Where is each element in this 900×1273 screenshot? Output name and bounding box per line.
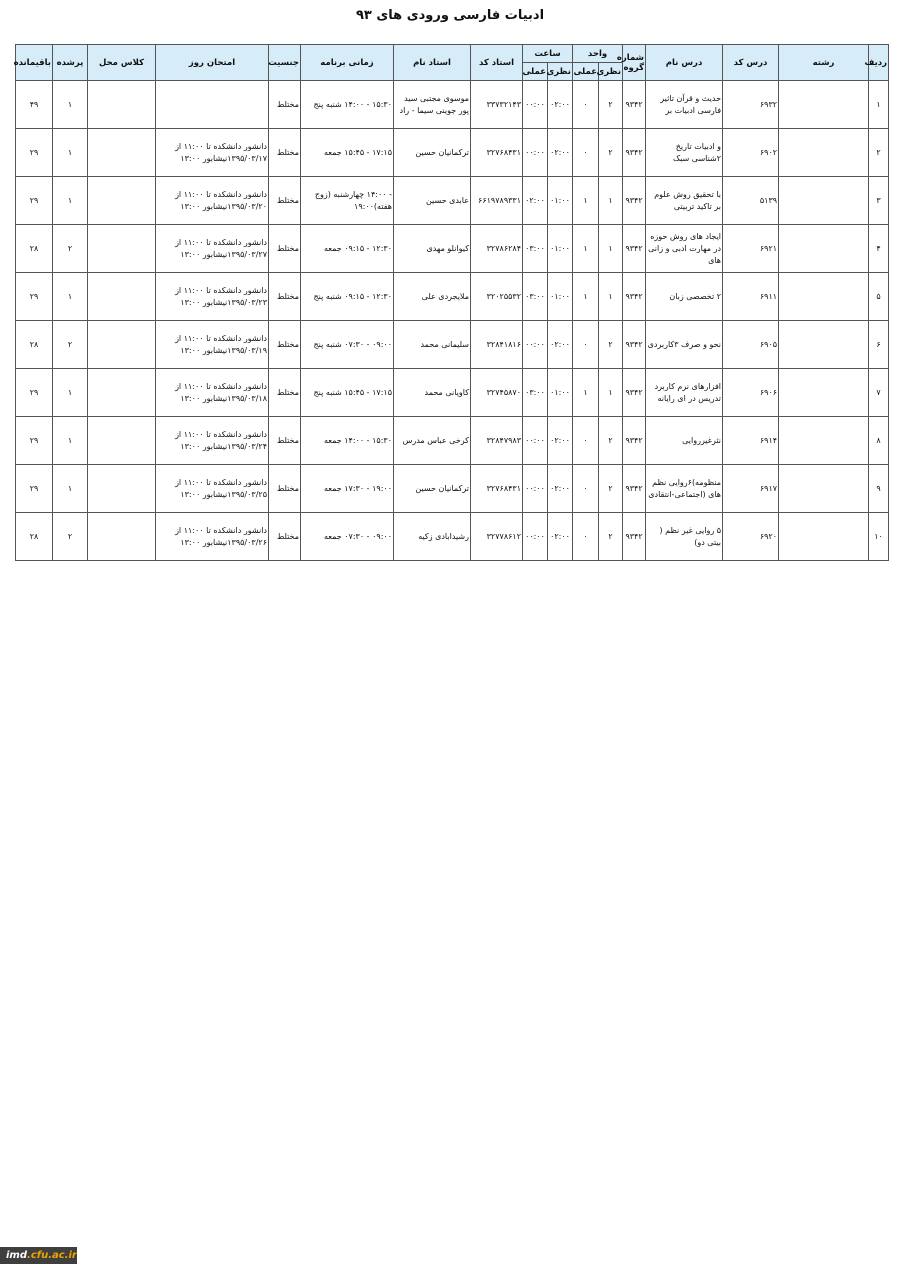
header-vahed-amali: عملی bbox=[573, 63, 599, 81]
cell-vahed-nazari: ۱ bbox=[599, 369, 623, 417]
cell-baghimande: ۲۹ bbox=[16, 273, 53, 321]
header-porshode: پرشده bbox=[53, 45, 88, 81]
cell-group: ۹۳۴۲ bbox=[623, 513, 646, 561]
cell-reshte bbox=[779, 273, 869, 321]
header-vahed: واحد bbox=[573, 45, 623, 63]
cell-radif: ۸ bbox=[869, 417, 889, 465]
table-row bbox=[16, 369, 889, 417]
cell-ostad-name: ملایجردی علی bbox=[394, 273, 471, 321]
header-barname: زمانی برنامه bbox=[301, 45, 394, 81]
cell-barname: ۱۵:۳۰ - ۱۴:۰۰ جمعه bbox=[301, 417, 394, 465]
cell-jensiat: مختلط bbox=[269, 465, 301, 513]
cell-emtehan: دانشور دانشکده تا ۱۱:۰۰ از ۱۳۹۵/۰۳/۲۵نیشابور ۱۳:۰۰ bbox=[156, 465, 269, 513]
header-ostad-name: استاد نام bbox=[394, 45, 471, 81]
cell-barname: ۱۵:۳۰ - ۱۴:۰۰ شنبه پنج bbox=[301, 81, 394, 129]
cell-vahed-amali: ۰ bbox=[573, 513, 599, 561]
header-vahed-nazari: نظری bbox=[599, 63, 623, 81]
cell-barname: ۰۹:۰۰ - ۰۷:۳۰ جمعه bbox=[301, 513, 394, 561]
cell-radif: ۴ bbox=[869, 225, 889, 273]
cell-radif: ۹ bbox=[869, 465, 889, 513]
cell-dars-name: نحو و صرف ۳کاربردی bbox=[646, 321, 723, 369]
cell-dars-code: ۶۹۱۷ bbox=[723, 465, 779, 513]
cell-dars-code: ۶۹۱۱ bbox=[723, 273, 779, 321]
cell-jensiat: مختلط bbox=[269, 321, 301, 369]
cell-vahed-nazari: ۲ bbox=[599, 321, 623, 369]
cell-dars-code: ۶۹۳۲ bbox=[723, 81, 779, 129]
cell-porshode: ۲ bbox=[53, 513, 88, 561]
cell-ostad-name: موسوی مجتبی سید پور جوینی سیما - راد bbox=[394, 81, 471, 129]
cell-dars-code: ۶۹۲۰ bbox=[723, 513, 779, 561]
cell-emtehan: دانشور دانشکده تا ۱۱:۰۰ از ۱۳۹۵/۰۳/۱۷نیشابور ۱۳:۰۰ bbox=[156, 129, 269, 177]
cell-group: ۹۳۴۲ bbox=[623, 177, 646, 225]
cell-group: ۹۳۴۲ bbox=[623, 273, 646, 321]
cell-emtehan: دانشور دانشکده تا ۱۱:۰۰ از ۱۳۹۵/۰۳/۲۳نیشابور ۱۳:۰۰ bbox=[156, 273, 269, 321]
cell-barname: ۱۹:۰۰ - ۱۷:۳۰ جمعه bbox=[301, 465, 394, 513]
cell-reshte bbox=[779, 417, 869, 465]
cell-vahed-amali: ۱ bbox=[573, 369, 599, 417]
cell-emtehan: دانشور دانشکده تا ۱۱:۰۰ از ۱۳۹۵/۰۳/۲۷نیشابور ۱۳:۰۰ bbox=[156, 225, 269, 273]
cell-baghimande: ۲۹ bbox=[16, 129, 53, 177]
table-row bbox=[16, 129, 889, 177]
cell-dars-code: ۶۹۰۲ bbox=[723, 129, 779, 177]
cell-dars-code: ۶۹۲۱ bbox=[723, 225, 779, 273]
cell-reshte bbox=[779, 321, 869, 369]
cell-vahed-amali: ۱ bbox=[573, 225, 599, 273]
header-radif: ردیف bbox=[869, 45, 889, 81]
table-row bbox=[16, 81, 889, 129]
cell-porshode: ۱ bbox=[53, 81, 88, 129]
cell-dars-code: ۶۹۰۵ bbox=[723, 321, 779, 369]
cell-barname: ۱۷:۱۵ - ۱۵:۴۵ شنبه پنج bbox=[301, 369, 394, 417]
page-title: ادبیات فارسی ورودی های ۹۳ bbox=[355, 8, 545, 23]
cell-barname: ۱۲:۳۰ - ۰۹:۱۵ شنبه پنج bbox=[301, 273, 394, 321]
cell-group: ۹۳۴۲ bbox=[623, 225, 646, 273]
cell-saat-amali: ۰۳:۰۰ bbox=[523, 369, 548, 417]
cell-porshode: ۲ bbox=[53, 225, 88, 273]
cell-radif: ۱۰ bbox=[869, 513, 889, 561]
cell-baghimande: ۲۹ bbox=[16, 177, 53, 225]
cell-dars-name: با تحقیق روش علوم بر تاکید تربیتی bbox=[646, 177, 723, 225]
cell-vahed-amali: ۰ bbox=[573, 81, 599, 129]
cell-ostad-code: ۳۲۷۷۸۶۱۲ bbox=[471, 513, 523, 561]
cell-emtehan: دانشور دانشکده تا ۱۱:۰۰ از ۱۳۹۵/۰۳/۱۹نیشابور ۱۳:۰۰ bbox=[156, 321, 269, 369]
header-class-mahal: کلاس محل bbox=[88, 45, 156, 81]
cell-dars-name: حدیث و قرآن تاثیر فارسی ادبیات بر bbox=[646, 81, 723, 129]
cell-barname: ۰۹:۰۰ - ۰۷:۳۰ شنبه پنج bbox=[301, 321, 394, 369]
header-group-no: شماره گروه bbox=[623, 45, 646, 81]
cell-porshode: ۱ bbox=[53, 273, 88, 321]
cell-vahed-nazari: ۲ bbox=[599, 129, 623, 177]
cell-reshte bbox=[779, 129, 869, 177]
cell-vahed-amali: ۱ bbox=[573, 273, 599, 321]
header-baghimande: باقیمانده bbox=[16, 45, 53, 81]
cell-saat-amali: ۰۳:۰۰ bbox=[523, 273, 548, 321]
header-reshte: رشته bbox=[779, 45, 869, 81]
cell-jensiat: مختلط bbox=[269, 273, 301, 321]
table-row bbox=[16, 465, 889, 513]
table-row bbox=[16, 225, 889, 273]
cell-porshode: ۱ bbox=[53, 369, 88, 417]
cell-class-mahal bbox=[88, 465, 156, 513]
cell-saat-nazari: ۰۲:۰۰ bbox=[548, 513, 573, 561]
cell-baghimande: ۲۹ bbox=[16, 465, 53, 513]
cell-reshte bbox=[779, 465, 869, 513]
cell-jensiat: مختلط bbox=[269, 81, 301, 129]
cell-saat-amali: ۰۰:۰۰ bbox=[523, 513, 548, 561]
cell-baghimande: ۲۸ bbox=[16, 321, 53, 369]
cell-porshode: ۱ bbox=[53, 177, 88, 225]
cell-ostad-name: عابدی حسین bbox=[394, 177, 471, 225]
cell-group: ۹۳۴۲ bbox=[623, 321, 646, 369]
cell-jensiat: مختلط bbox=[269, 369, 301, 417]
cell-radif: ۵ bbox=[869, 273, 889, 321]
cell-jensiat: مختلط bbox=[269, 129, 301, 177]
cell-dars-name: ۵ روایی غیر نظم ( بیتی دو) bbox=[646, 513, 723, 561]
logo-text-domain: .cfu.ac.ir bbox=[27, 1250, 77, 1261]
cell-jensiat: مختلط bbox=[269, 417, 301, 465]
cell-class-mahal bbox=[88, 81, 156, 129]
cell-dars-name: ۲ تخصصی زبان bbox=[646, 273, 723, 321]
cell-dars-name: افزارهای نرم کاربرد تدریس در ای رایانه bbox=[646, 369, 723, 417]
cell-group: ۹۳۴۲ bbox=[623, 465, 646, 513]
cell-barname: ۱۲:۳۰ - ۰۹:۱۵ جمعه bbox=[301, 225, 394, 273]
header-dars-name: درس نام bbox=[646, 45, 723, 81]
cell-class-mahal bbox=[88, 513, 156, 561]
cell-dars-code: ۵۱۳۹ bbox=[723, 177, 779, 225]
cell-radif: ۳ bbox=[869, 177, 889, 225]
cell-baghimande: ۲۹ bbox=[16, 369, 53, 417]
cell-ostad-code: ۳۲۷۶۸۴۳۱ bbox=[471, 465, 523, 513]
cell-ostad-code: ۳۲۸۴۷۹۸۳ bbox=[471, 417, 523, 465]
cell-ostad-name: رشیدابادی زکیه bbox=[394, 513, 471, 561]
cell-dars-code: ۶۹۰۶ bbox=[723, 369, 779, 417]
site-logo bbox=[0, 1247, 77, 1264]
cell-ostad-code: ۳۲۰۲۵۵۳۲ bbox=[471, 273, 523, 321]
cell-ostad-name: کیوانلو مهدی bbox=[394, 225, 471, 273]
cell-ostad-name: سلیمانی محمد bbox=[394, 321, 471, 369]
cell-ostad-name: ترکمانیان حسین bbox=[394, 129, 471, 177]
cell-vahed-nazari: ۱ bbox=[599, 177, 623, 225]
cell-emtehan: دانشور دانشکده تا ۱۱:۰۰ از ۱۳۹۵/۰۳/۲۴نیشابور ۱۳:۰۰ bbox=[156, 417, 269, 465]
cell-ostad-code: ۳۲۸۴۱۸۱۶ bbox=[471, 321, 523, 369]
cell-emtehan: دانشور دانشکده تا ۱۱:۰۰ از ۱۳۹۵/۰۳/۲۰نیشابور ۱۳:۰۰ bbox=[156, 177, 269, 225]
cell-vahed-nazari: ۱ bbox=[599, 225, 623, 273]
cell-radif: ۱ bbox=[869, 81, 889, 129]
cell-radif: ۷ bbox=[869, 369, 889, 417]
cell-class-mahal bbox=[88, 321, 156, 369]
cell-emtehan bbox=[156, 81, 269, 129]
cell-dars-name: ایجاد های روش حوزه در مهارت ادبی و زانی های bbox=[646, 225, 723, 273]
cell-ostad-code: ۳۲۷۶۸۴۳۱ bbox=[471, 129, 523, 177]
cell-radif: ۲ bbox=[869, 129, 889, 177]
cell-vahed-nazari: ۲ bbox=[599, 513, 623, 561]
cell-baghimande: ۲۸ bbox=[16, 513, 53, 561]
cell-saat-nazari: ۰۲:۰۰ bbox=[548, 465, 573, 513]
header-row-1 bbox=[16, 45, 889, 63]
cell-saat-amali: ۰۰:۰۰ bbox=[523, 129, 548, 177]
cell-saat-nazari: ۰۱:۰۰ bbox=[548, 369, 573, 417]
cell-reshte bbox=[779, 225, 869, 273]
header-saat-nazari: نظری bbox=[548, 63, 573, 81]
cell-reshte bbox=[779, 177, 869, 225]
cell-vahed-nazari: ۲ bbox=[599, 465, 623, 513]
cell-vahed-amali: ۱ bbox=[573, 177, 599, 225]
cell-reshte bbox=[779, 513, 869, 561]
header-dars-code: درس کد bbox=[723, 45, 779, 81]
cell-emtehan: دانشور دانشکده تا ۱۱:۰۰ از ۱۳۹۵/۰۳/۱۸نیشابور ۱۳:۰۰ bbox=[156, 369, 269, 417]
cell-group: ۹۳۴۲ bbox=[623, 417, 646, 465]
cell-porshode: ۱ bbox=[53, 417, 88, 465]
table-row bbox=[16, 321, 889, 369]
cell-vahed-amali: ۰ bbox=[573, 417, 599, 465]
cell-ostad-code: ۳۲۷۴۵۸۷۰ bbox=[471, 369, 523, 417]
table-row bbox=[16, 177, 889, 225]
cell-radif: ۶ bbox=[869, 321, 889, 369]
cell-group: ۹۳۴۲ bbox=[623, 81, 646, 129]
cell-saat-nazari: ۰۲:۰۰ bbox=[548, 417, 573, 465]
cell-baghimande: ۴۹ bbox=[16, 81, 53, 129]
cell-class-mahal bbox=[88, 225, 156, 273]
cell-jensiat: مختلط bbox=[269, 225, 301, 273]
cell-barname: - ۱۴:۰۰ چهارشنبه (زوج هفته)۱۹:۰۰ bbox=[301, 177, 394, 225]
cell-class-mahal bbox=[88, 369, 156, 417]
cell-baghimande: ۲۸ bbox=[16, 225, 53, 273]
cell-class-mahal bbox=[88, 129, 156, 177]
header-ostad-code: استاد کد bbox=[471, 45, 523, 81]
cell-emtehan: دانشور دانشکده تا ۱۱:۰۰ از ۱۳۹۵/۰۳/۲۶نیشابور ۱۳:۰۰ bbox=[156, 513, 269, 561]
cell-ostad-name: کاویانی محمد bbox=[394, 369, 471, 417]
cell-jensiat: مختلط bbox=[269, 513, 301, 561]
course-table bbox=[15, 44, 889, 561]
cell-class-mahal bbox=[88, 417, 156, 465]
cell-group: ۹۳۴۲ bbox=[623, 129, 646, 177]
header-saat: ساعت bbox=[523, 45, 573, 63]
cell-saat-nazari: ۰۲:۰۰ bbox=[548, 81, 573, 129]
cell-barname: ۱۷:۱۵ - ۱۵:۴۵ جمعه bbox=[301, 129, 394, 177]
cell-reshte bbox=[779, 369, 869, 417]
table-row bbox=[16, 417, 889, 465]
cell-baghimande: ۲۹ bbox=[16, 417, 53, 465]
header-saat-amali: عملی bbox=[523, 63, 548, 81]
cell-dars-code: ۶۹۱۴ bbox=[723, 417, 779, 465]
cell-ostad-code: ۳۲۷۸۶۲۸۴ bbox=[471, 225, 523, 273]
cell-saat-amali: ۰۳:۰۰ bbox=[523, 225, 548, 273]
cell-vahed-nazari: ۲ bbox=[599, 81, 623, 129]
cell-vahed-amali: ۰ bbox=[573, 129, 599, 177]
cell-group: ۹۳۴۲ bbox=[623, 369, 646, 417]
cell-saat-amali: ۰۰:۰۰ bbox=[523, 81, 548, 129]
cell-saat-nazari: ۰۲:۰۰ bbox=[548, 321, 573, 369]
cell-saat-amali: ۰۰:۰۰ bbox=[523, 465, 548, 513]
course-table-wrapper bbox=[15, 44, 888, 561]
cell-porshode: ۱ bbox=[53, 465, 88, 513]
cell-vahed-amali: ۰ bbox=[573, 321, 599, 369]
cell-reshte bbox=[779, 81, 869, 129]
cell-class-mahal bbox=[88, 177, 156, 225]
cell-vahed-amali: ۰ bbox=[573, 465, 599, 513]
cell-jensiat: مختلط bbox=[269, 177, 301, 225]
cell-saat-nazari: ۰۲:۰۰ bbox=[548, 129, 573, 177]
cell-saat-nazari: ۰۱:۰۰ bbox=[548, 177, 573, 225]
cell-dars-name: و ادبیات تاریخ ۲شناسی سبک bbox=[646, 129, 723, 177]
cell-saat-amali: ۰۰:۰۰ bbox=[523, 321, 548, 369]
header-emtehan: امتحان روز bbox=[156, 45, 269, 81]
table-row bbox=[16, 513, 889, 561]
cell-porshode: ۲ bbox=[53, 321, 88, 369]
cell-dars-name: منظومه)۶روایی نظم های (اجتماعی-انتقادی bbox=[646, 465, 723, 513]
cell-ostad-name: کرخی عباس مدرس bbox=[394, 417, 471, 465]
header-jensiat: جنسیت bbox=[269, 45, 301, 81]
cell-saat-amali: ۰۲:۰۰ bbox=[523, 177, 548, 225]
cell-ostad-code: ۳۳۷۳۲۱۴۳ bbox=[471, 81, 523, 129]
cell-class-mahal bbox=[88, 273, 156, 321]
cell-vahed-nazari: ۱ bbox=[599, 273, 623, 321]
cell-ostad-name: ترکمانیان حسین bbox=[394, 465, 471, 513]
cell-dars-name: نثرغیرروایی bbox=[646, 417, 723, 465]
cell-ostad-code: ۶۶۱۹۷۸۹۳۳۱ bbox=[471, 177, 523, 225]
cell-saat-nazari: ۰۱:۰۰ bbox=[548, 225, 573, 273]
cell-porshode: ۱ bbox=[53, 129, 88, 177]
cell-saat-nazari: ۰۱:۰۰ bbox=[548, 273, 573, 321]
table-row bbox=[16, 273, 889, 321]
cell-saat-amali: ۰۰:۰۰ bbox=[523, 417, 548, 465]
cell-vahed-nazari: ۲ bbox=[599, 417, 623, 465]
logo-text-imd: imd bbox=[6, 1250, 28, 1261]
